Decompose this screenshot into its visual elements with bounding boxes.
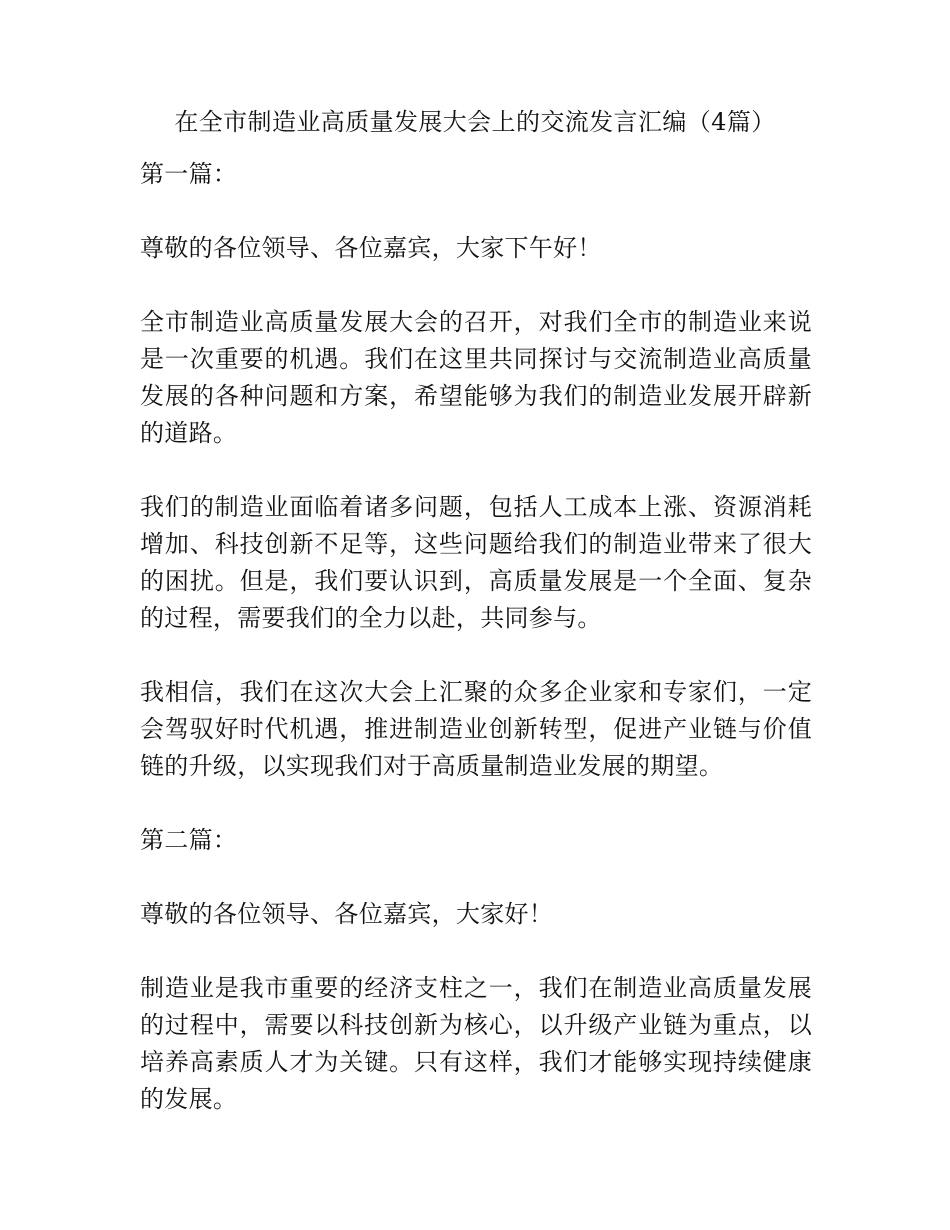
section-heading-2: 第二篇： — [140, 826, 238, 854]
section-heading-1: 第一篇： — [140, 160, 238, 188]
document-body — [140, 156, 812, 1155]
greeting-paragraph-2: 尊敬的各位领导、各位嘉宾，大家好！ — [140, 900, 554, 928]
greeting-paragraph-1: 尊敬的各位领导、各位嘉宾，大家下午好！ — [140, 234, 602, 262]
body-paragraph: 我相信，我们在这次大会上汇聚的众多企业家和专家们，一定会驾驭好时代机遇，推进制造业创新转型，促进产业链与价值链的升级，以实现我们对于高质量制造业发展的期望。 — [140, 678, 812, 780]
body-paragraph: 全市制造业高质量发展大会的召开，对我们全市的制造业来说是一次重要的机遇。我们在这里共同探讨与交流制造业高质量发展的各种问题和方案，希望能够为我们的制造业发展开辟新的道路。 — [140, 308, 812, 447]
body-paragraph: 我们的制造业面临着诸多问题，包括人工成本上涨、资源消耗增加、科技创新不足等，这些问题给我们的制造业带来了很大的困扰。但是，我们要认识到，高质量发展是一个全面、复杂的过程，需要我们的全力以赴，共同参与。 — [140, 493, 812, 632]
document-title: 在全市制造业高质量发展大会上的交流发言汇编（4篇） — [174, 108, 776, 136]
body-paragraph: 制造业是我市重要的经济支柱之一，我们在制造业高质量发展的过程中，需要以科技创新为核心，以升级产业链为重点，以培养高素质人才为关键。只有这样，我们才能够实现持续健康的发展。 — [140, 974, 812, 1113]
